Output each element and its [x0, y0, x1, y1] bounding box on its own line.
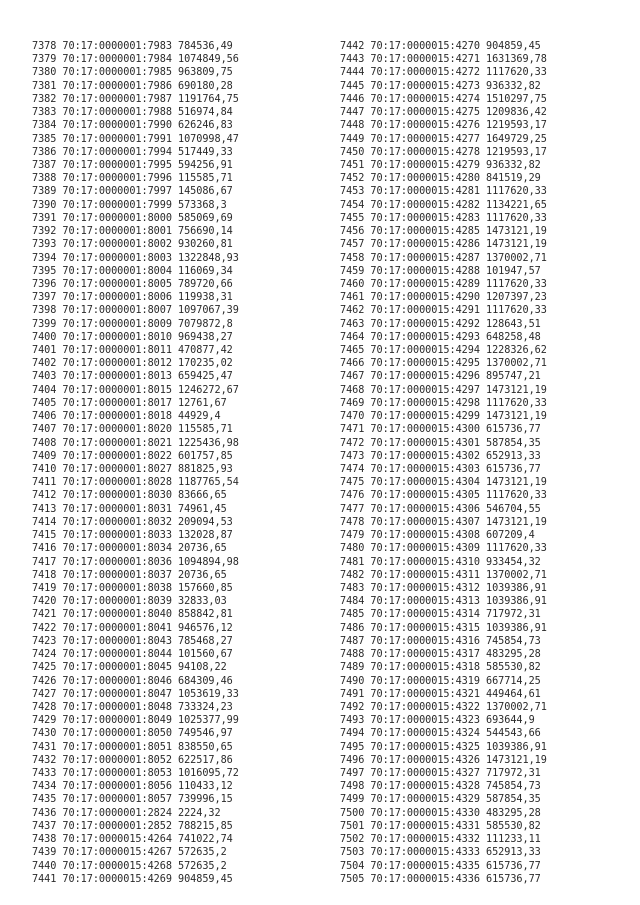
table-row: 7395 70:17:0000001:8004 116069,34 — [32, 265, 233, 277]
table-row: 7471 70:17:0000015:4300 615736,77 — [340, 424, 541, 436]
table-row: 7477 70:17:0000015:4306 546704,55 — [340, 503, 541, 515]
table-row: 7399 70:17:0000001:8009 7079872,8 — [32, 318, 233, 330]
table-row: 7485 70:17:0000015:4314 717972,31 — [340, 609, 541, 621]
table-row: 7450 70:17:0000015:4278 1219593,17 — [340, 146, 547, 158]
table-row: 7500 70:17:0000015:4330 483295,28 — [340, 807, 541, 819]
table-row: 7503 70:17:0000015:4333 652913,33 — [340, 847, 541, 859]
table-row: 7436 70:17:0000001:2824 2224,32 — [32, 807, 221, 819]
table-row: 7460 70:17:0000015:4289 1117620,33 — [340, 278, 547, 290]
table-row: 7429 70:17:0000001:8049 1025377,99 — [32, 715, 239, 727]
table-row: 7392 70:17:0000001:8001 756690,14 — [32, 226, 233, 238]
table-row: 7502 70:17:0000015:4332 111233,11 — [340, 834, 541, 846]
left-column — [32, 40, 239, 886]
table-row: 7481 70:17:0000015:4310 933454,32 — [340, 556, 541, 568]
table-row: 7476 70:17:0000015:4305 1117620,33 — [340, 490, 547, 502]
table-row: 7379 70:17:0000001:7984 1074849,56 — [32, 54, 239, 66]
table-row: 7414 70:17:0000001:8032 209094,53 — [32, 516, 233, 528]
table-row: 7446 70:17:0000015:4274 1510297,75 — [340, 93, 547, 105]
table-row: 7385 70:17:0000001:7991 1070998,47 — [32, 133, 239, 145]
table-row: 7501 70:17:0000015:4331 585530,82 — [340, 820, 541, 832]
table-row: 7483 70:17:0000015:4312 1039386,91 — [340, 582, 547, 594]
table-row: 7403 70:17:0000001:8013 659425,47 — [32, 371, 233, 383]
table-row: 7406 70:17:0000001:8018 44929,4 — [32, 411, 221, 423]
table-row: 7468 70:17:0000015:4297 1473121,19 — [340, 384, 547, 396]
table-row: 7449 70:17:0000015:4277 1649729,25 — [340, 133, 547, 145]
table-row: 7386 70:17:0000001:7994 517449,33 — [32, 146, 233, 158]
table-row: 7409 70:17:0000001:8022 601757,85 — [32, 450, 233, 462]
table-row: 7390 70:17:0000001:7999 573368,3 — [32, 199, 227, 211]
table-row: 7408 70:17:0000001:8021 1225436,98 — [32, 437, 239, 449]
table-row: 7445 70:17:0000015:4273 936332,82 — [340, 80, 541, 92]
table-row: 7504 70:17:0000015:4335 615736,77 — [340, 860, 541, 872]
table-row: 7433 70:17:0000001:8053 1016095,72 — [32, 768, 239, 780]
table-row: 7438 70:17:0000015:4264 741022,74 — [32, 834, 233, 846]
table-row: 7447 70:17:0000015:4275 1209836,42 — [340, 107, 547, 119]
table-row: 7480 70:17:0000015:4309 1117620,33 — [340, 543, 547, 555]
table-row: 7443 70:17:0000015:4271 1631369,78 — [340, 54, 547, 66]
table-row: 7495 70:17:0000015:4325 1039386,91 — [340, 741, 547, 753]
table-row: 7426 70:17:0000001:8046 684309,46 — [32, 675, 233, 687]
table-row: 7461 70:17:0000015:4290 1207397,23 — [340, 292, 547, 304]
table-row: 7496 70:17:0000015:4326 1473121,19 — [340, 754, 547, 766]
table-row: 7378 70:17:0000001:7983 784536,49 — [32, 41, 233, 52]
table-row: 7418 70:17:0000001:8037 20736,65 — [32, 569, 227, 581]
table-row: 7473 70:17:0000015:4302 652913,33 — [340, 450, 541, 462]
table-row: 7491 70:17:0000015:4321 449464,61 — [340, 688, 541, 700]
table-row: 7444 70:17:0000015:4272 1117620,33 — [340, 67, 547, 79]
table-row: 7423 70:17:0000001:8043 785468,27 — [32, 635, 233, 647]
table-row: 7437 70:17:0000001:2852 788215,85 — [32, 820, 233, 832]
table-row: 7488 70:17:0000015:4317 483295,28 — [340, 649, 541, 661]
table-row: 7412 70:17:0000001:8030 83666,65 — [32, 490, 227, 502]
table-row: 7382 70:17:0000001:7987 1191764,75 — [32, 93, 239, 105]
table-row: 7472 70:17:0000015:4301 587854,35 — [340, 437, 541, 449]
table-row: 7401 70:17:0000001:8011 470877,42 — [32, 345, 233, 357]
table-row: 7499 70:17:0000015:4329 587854,35 — [340, 794, 541, 806]
table-row: 7440 70:17:0000015:4268 572635,2 — [32, 860, 227, 872]
table-row: 7389 70:17:0000001:7997 145086,67 — [32, 186, 233, 198]
table-row: 7479 70:17:0000015:4308 607209,4 — [340, 530, 535, 542]
table-row: 7394 70:17:0000001:8003 1322848,93 — [32, 252, 239, 264]
table-row: 7462 70:17:0000015:4291 1117620,33 — [340, 305, 547, 317]
table-row: 7467 70:17:0000015:4296 895747,21 — [340, 371, 541, 383]
table-row: 7384 70:17:0000001:7990 626246,83 — [32, 120, 233, 132]
table-row: 7439 70:17:0000015:4267 572635,2 — [32, 847, 227, 859]
table-row: 7466 70:17:0000015:4295 1370002,71 — [340, 358, 547, 370]
table-row: 7475 70:17:0000015:4304 1473121,19 — [340, 477, 547, 489]
table-row: 7453 70:17:0000015:4281 1117620,33 — [340, 186, 547, 198]
table-row: 7490 70:17:0000015:4319 667714,25 — [340, 675, 541, 687]
table-row: 7411 70:17:0000001:8028 1187765,54 — [32, 477, 239, 489]
right-column — [340, 40, 547, 886]
table-row: 7452 70:17:0000015:4280 841519,29 — [340, 173, 541, 185]
table-row: 7493 70:17:0000015:4323 693644,9 — [340, 715, 535, 727]
table-row: 7427 70:17:0000001:8047 1053619,33 — [32, 688, 239, 700]
table-row: 7492 70:17:0000015:4322 1370002,71 — [340, 701, 547, 713]
table-row: 7456 70:17:0000015:4285 1473121,19 — [340, 226, 547, 238]
table-row: 7489 70:17:0000015:4318 585530,82 — [340, 662, 541, 674]
table-row: 7416 70:17:0000001:8034 20736,65 — [32, 543, 227, 555]
table-row: 7442 70:17:0000015:4270 904859,45 — [340, 41, 541, 52]
table-row: 7388 70:17:0000001:7996 115585,71 — [32, 173, 233, 185]
table-row: 7451 70:17:0000015:4279 936332,82 — [340, 159, 541, 171]
table-row: 7458 70:17:0000015:4287 1370002,71 — [340, 252, 547, 264]
table-row: 7380 70:17:0000001:7985 963809,75 — [32, 67, 233, 79]
table-row: 7419 70:17:0000001:8038 157660,85 — [32, 582, 233, 594]
table-row: 7463 70:17:0000015:4292 128643,51 — [340, 318, 541, 330]
table-row: 7486 70:17:0000015:4315 1039386,91 — [340, 622, 547, 634]
table-row: 7405 70:17:0000001:8017 12761,67 — [32, 397, 227, 409]
table-row: 7413 70:17:0000001:8031 74961,45 — [32, 503, 227, 515]
table-row: 7505 70:17:0000015:4336 615736,77 — [340, 873, 541, 885]
table-row: 7498 70:17:0000015:4328 745854,73 — [340, 781, 541, 793]
table-row: 7402 70:17:0000001:8012 170235,02 — [32, 358, 233, 370]
table-row: 7391 70:17:0000001:8000 585069,69 — [32, 212, 233, 224]
table-row: 7387 70:17:0000001:7995 594256,91 — [32, 159, 233, 171]
table-row: 7425 70:17:0000001:8045 94108,22 — [32, 662, 227, 674]
table-row: 7448 70:17:0000015:4276 1219593,17 — [340, 120, 547, 132]
table-row: 7398 70:17:0000001:8007 1097067,39 — [32, 305, 239, 317]
table-row: 7430 70:17:0000001:8050 749546,97 — [32, 728, 233, 740]
table-row: 7383 70:17:0000001:7988 516974,84 — [32, 107, 233, 119]
table-row: 7454 70:17:0000015:4282 1134221,65 — [340, 199, 547, 211]
table-row: 7421 70:17:0000001:8040 858842,81 — [32, 609, 233, 621]
table-row: 7469 70:17:0000015:4298 1117620,33 — [340, 397, 547, 409]
table-row: 7424 70:17:0000001:8044 101560,67 — [32, 649, 233, 661]
table-row: 7428 70:17:0000001:8048 733324,23 — [32, 701, 233, 713]
table-row: 7470 70:17:0000015:4299 1473121,19 — [340, 411, 547, 423]
table-row: 7474 70:17:0000015:4303 615736,77 — [340, 464, 541, 475]
table-row: 7407 70:17:0000001:8020 115585,71 — [32, 424, 233, 436]
table-row: 7487 70:17:0000015:4316 745854,73 — [340, 635, 541, 647]
table-row: 7420 70:17:0000001:8039 32833,03 — [32, 596, 227, 608]
table-row: 7455 70:17:0000015:4283 1117620,33 — [340, 212, 547, 224]
table-row: 7404 70:17:0000001:8015 1246272,67 — [32, 384, 239, 396]
table-row: 7393 70:17:0000001:8002 930260,81 — [32, 239, 233, 251]
table-row: 7478 70:17:0000015:4307 1473121,19 — [340, 516, 547, 528]
table-row: 7400 70:17:0000001:8010 969438,27 — [32, 331, 233, 343]
table-row: 7482 70:17:0000015:4311 1370002,71 — [340, 569, 547, 581]
table-row: 7410 70:17:0000001:8027 881825,93 — [32, 464, 233, 475]
table-row: 7457 70:17:0000015:4286 1473121,19 — [340, 239, 547, 251]
table-row: 7397 70:17:0000001:8006 119938,31 — [32, 292, 233, 304]
table-row: 7465 70:17:0000015:4294 1228326,62 — [340, 345, 547, 357]
table-row: 7484 70:17:0000015:4313 1039386,91 — [340, 596, 547, 608]
table-row: 7434 70:17:0000001:8056 110433,12 — [32, 781, 233, 793]
table-row: 7396 70:17:0000001:8005 789720,66 — [32, 278, 233, 290]
table-row: 7381 70:17:0000001:7986 690180,28 — [32, 80, 233, 92]
table-row: 7494 70:17:0000015:4324 544543,66 — [340, 728, 541, 740]
table-row: 7431 70:17:0000001:8051 838550,65 — [32, 741, 233, 753]
table-row: 7422 70:17:0000001:8041 946576,12 — [32, 622, 233, 634]
table-row: 7417 70:17:0000001:8036 1094894,98 — [32, 556, 239, 568]
table-row: 7435 70:17:0000001:8057 739996,15 — [32, 794, 233, 806]
table-row: 7441 70:17:0000015:4269 904859,45 — [32, 873, 233, 885]
table-row: 7497 70:17:0000015:4327 717972,31 — [340, 768, 541, 780]
table-row: 7464 70:17:0000015:4293 648258,48 — [340, 331, 541, 343]
table-row: 7432 70:17:0000001:8052 622517,86 — [32, 754, 233, 766]
table-row: 7459 70:17:0000015:4288 101947,57 — [340, 265, 541, 277]
table-row: 7415 70:17:0000001:8033 132028,87 — [32, 530, 233, 542]
